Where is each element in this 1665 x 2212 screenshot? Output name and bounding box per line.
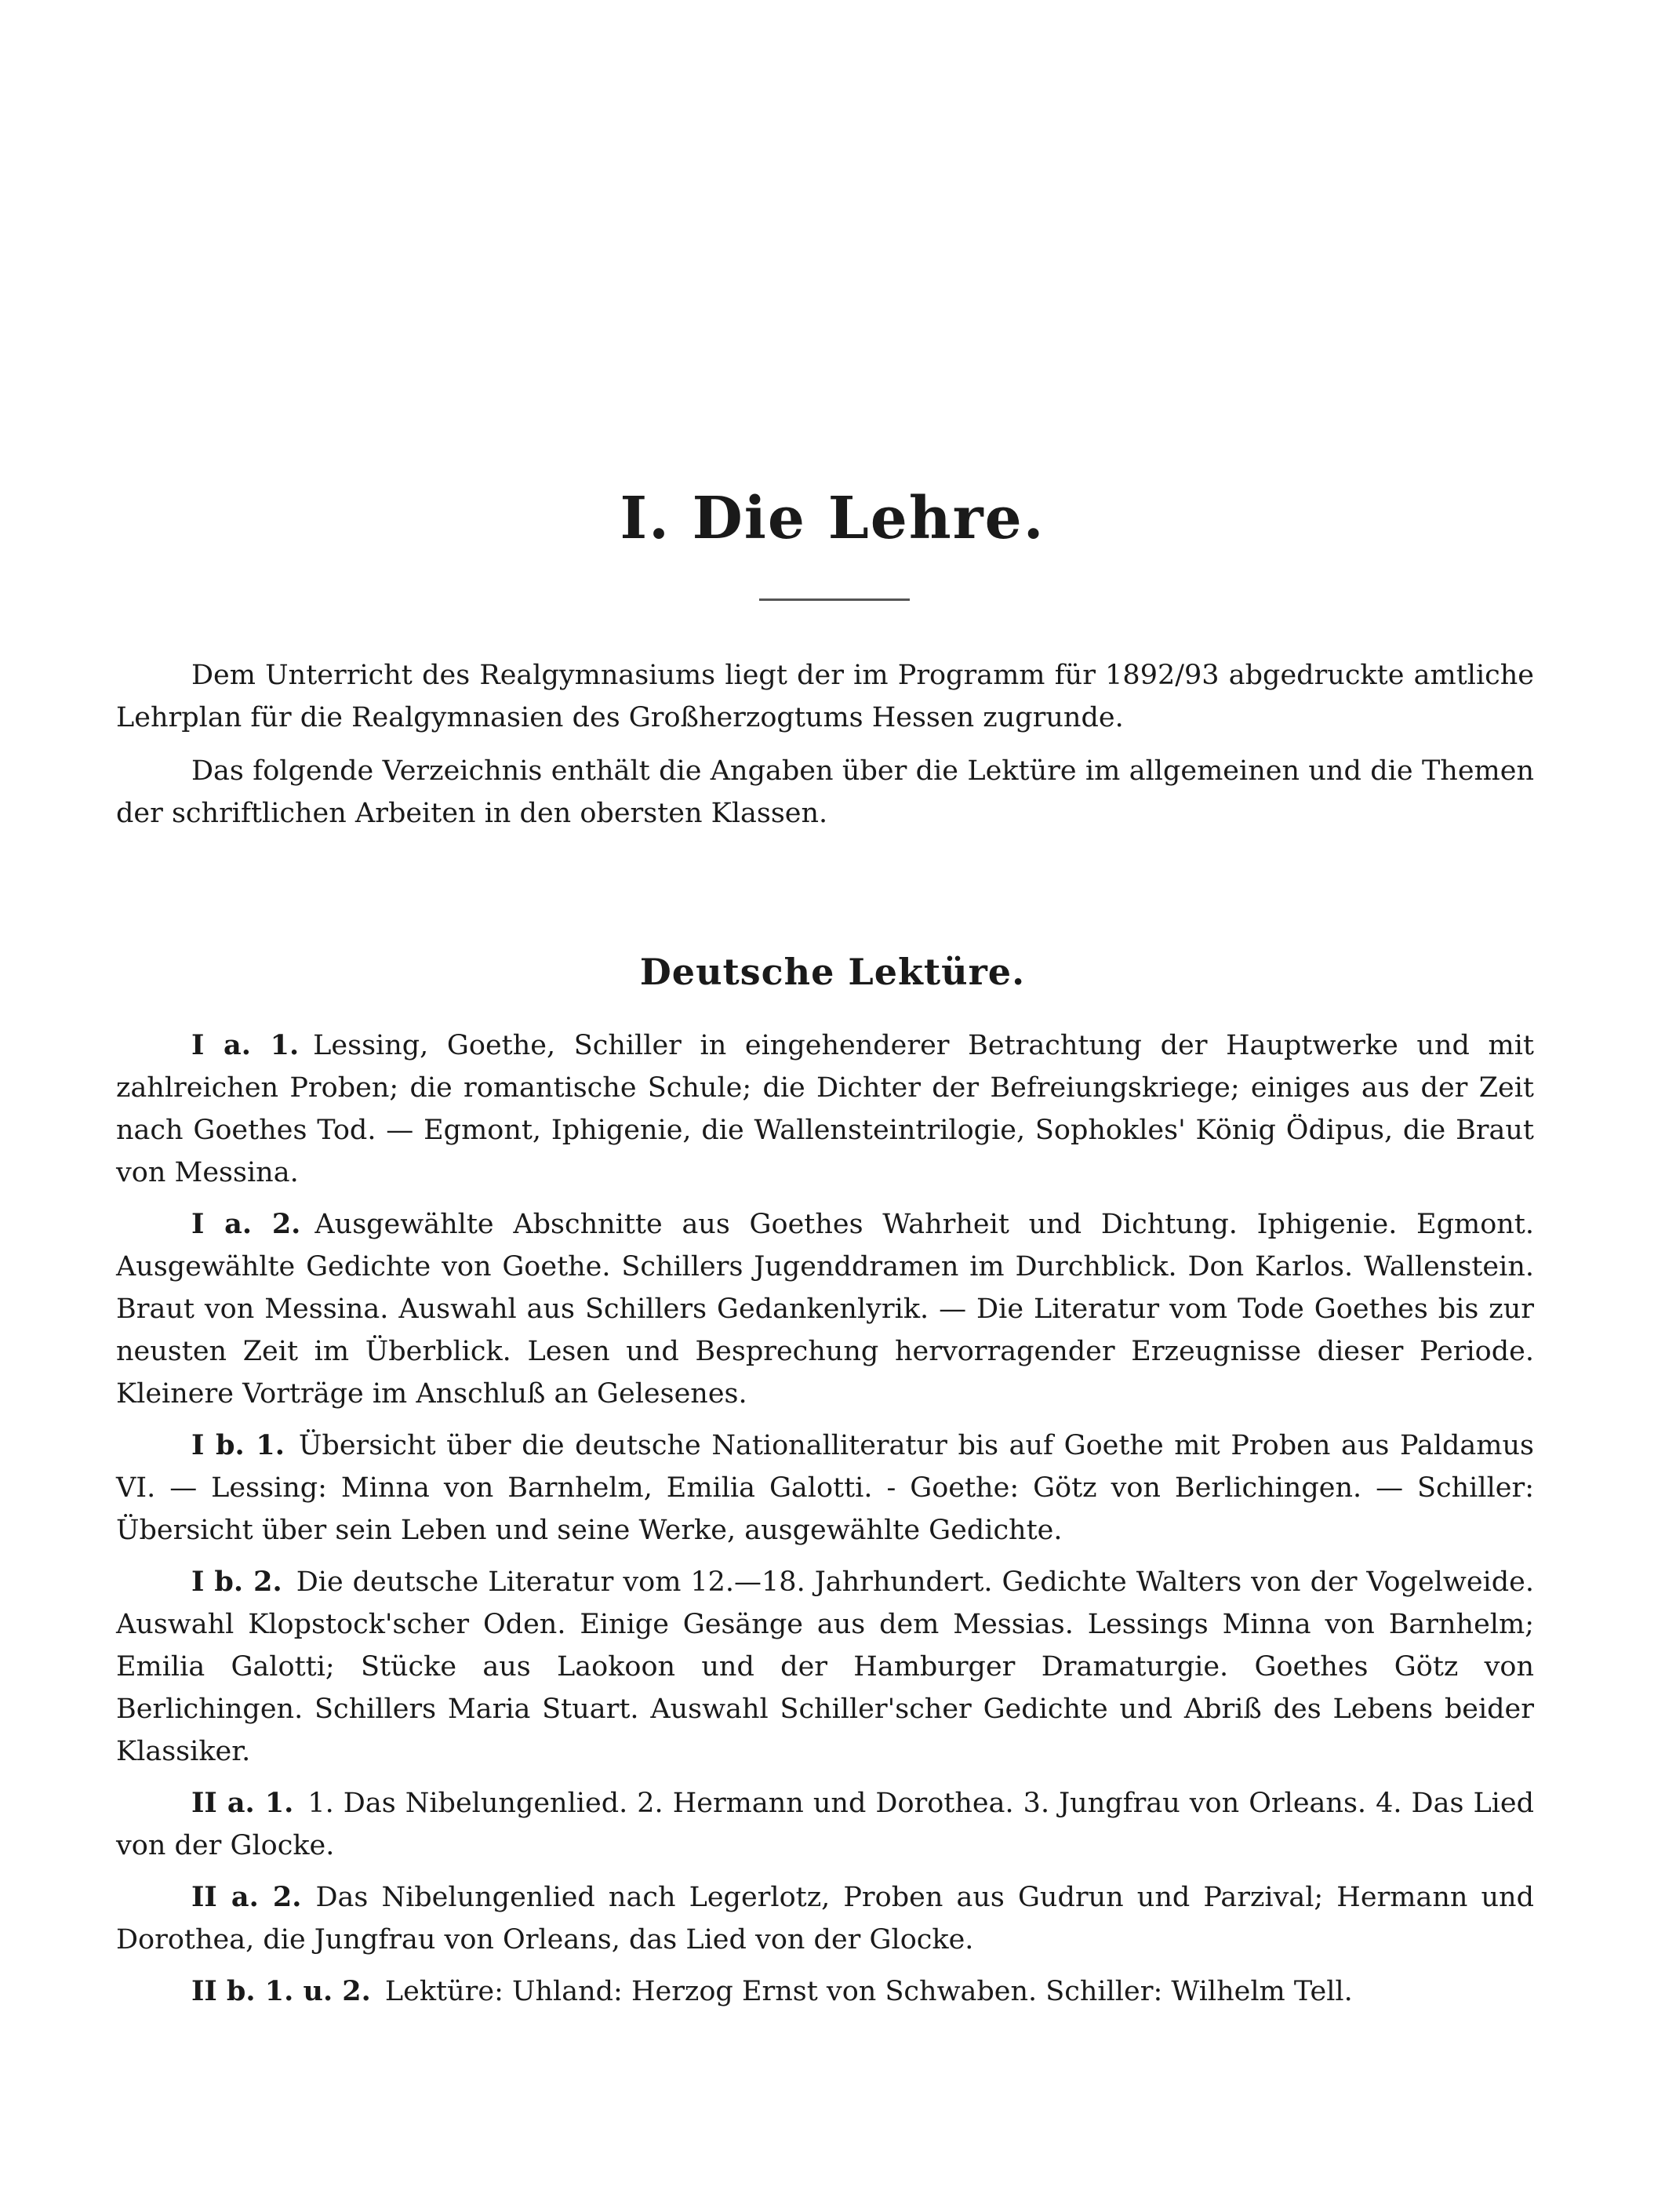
reading-entry [116, 1970, 1534, 2013]
reading-entry [116, 1024, 1534, 1194]
entry-label: II a. 1. [191, 1787, 294, 1819]
entry-text: Lektüre: Uhland: Herzog Ernst von Schwaben. Schiller: Wilhelm Tell. [384, 1976, 1353, 2007]
intro-section [116, 654, 1534, 846]
reading-entry [116, 1203, 1534, 1415]
entry-text: Ausgewählte Abschnitte aus Goethes Wahrheit und Dichtung. Iphigenie. Egmont. Ausgewählte Gedichte von Goethe. Schillers Jugenddramen im Durchblick. Don Karlos. Wallenstein. Braut von Messina. Auswahl aus Schillers Gedankenlyrik. — Die Literatur vom Tode Goethes bis zur neusten Zeit im Überblick. Lesen und Besprechung hervorragender Erzeugnisse dieser Periode. Kleinere Vorträge im Anschluß an Gelesenes. [116, 1209, 1534, 1410]
page-title: I. Die Lehre. [620, 485, 1045, 552]
entry-text: Übersicht über die deutsche Nationalliteratur bis auf Goethe mit Proben aus Paldamus VI. — Lessing: Minna von Barnhelm, Emilia Galotti. - Goethe: Götz von Berlichingen. — Schiller: Übersicht über sein Leben und seine Werke, ausgewählte Gedichte. [116, 1430, 1534, 1546]
entry-text: Das Nibelungenlied nach Legerlotz, Proben aus Gudrun und Parzival; Hermann und Dorothea, die Jungfrau von Orleans, das Lied von der Glocke. [116, 1882, 1534, 1956]
reading-entry [116, 1424, 1534, 1552]
entry-label: II b. 1. u. 2. [191, 1975, 371, 2007]
reading-entry [116, 1782, 1534, 1867]
entry-label: II a. 2. [191, 1881, 302, 1913]
entry-label: I b. 2. [191, 1566, 282, 1598]
entry-text: 1. Das Nibelungenlied. 2. Hermann und Dorothea. 3. Jungfrau von Orleans. 4. Das Lied von der Glocke. [116, 1788, 1534, 1861]
intro-paragraph: Dem Unterricht des Realgymnasiums liegt der im Programm für 1892/93 abgedruckte amtliche Lehrplan für die Realgymnasien des Großherzogtums Hessen zugrunde. [116, 660, 1534, 733]
reading-entry [116, 1876, 1534, 1961]
reading-list [116, 1024, 1534, 2022]
entry-text: Lessing, Goethe, Schiller in eingehenderer Betrachtung der Hauptwerke und mit zahlreichen Proben; die romantische Schule; die Dichter der Befreiungskriege; einiges aus der Zeit nach Goethes Tod. — Egmont, Iphigenie, die Wallensteintrilogie, Sophokles' König Ödipus, die Braut von Messina. [116, 1030, 1534, 1188]
intro-paragraph: Das folgende Verzeichnis enthält die Angaben über die Lektüre im allgemeinen und die Themen der schriftlichen Arbeiten in den obersten Klassen. [116, 755, 1534, 829]
reading-entry [116, 1561, 1534, 1773]
entry-label: I a. 2. [191, 1208, 301, 1240]
entry-label: I a. 1. [191, 1029, 300, 1061]
title-divider [759, 598, 910, 601]
entry-text: Die deutsche Literatur vom 12.—18. Jahrhundert. Gedichte Walters von der Vogelweide. Auswahl Klopstock'scher Oden. Einige Gesänge aus dem Messias. Lessings Minna von Barnhelm; Emilia Galotti; Stücke aus Laokoon und der Hamburger Dramaturgie. Goethes Götz von Berlichingen. Schillers Maria Stuart. Auswahl Schiller'scher Gedichte und Abriß des Lebens beider Klassiker. [116, 1566, 1534, 1767]
entry-label: I b. 1. [191, 1429, 285, 1461]
section-heading: Deutsche Lektüre. [639, 951, 1026, 993]
